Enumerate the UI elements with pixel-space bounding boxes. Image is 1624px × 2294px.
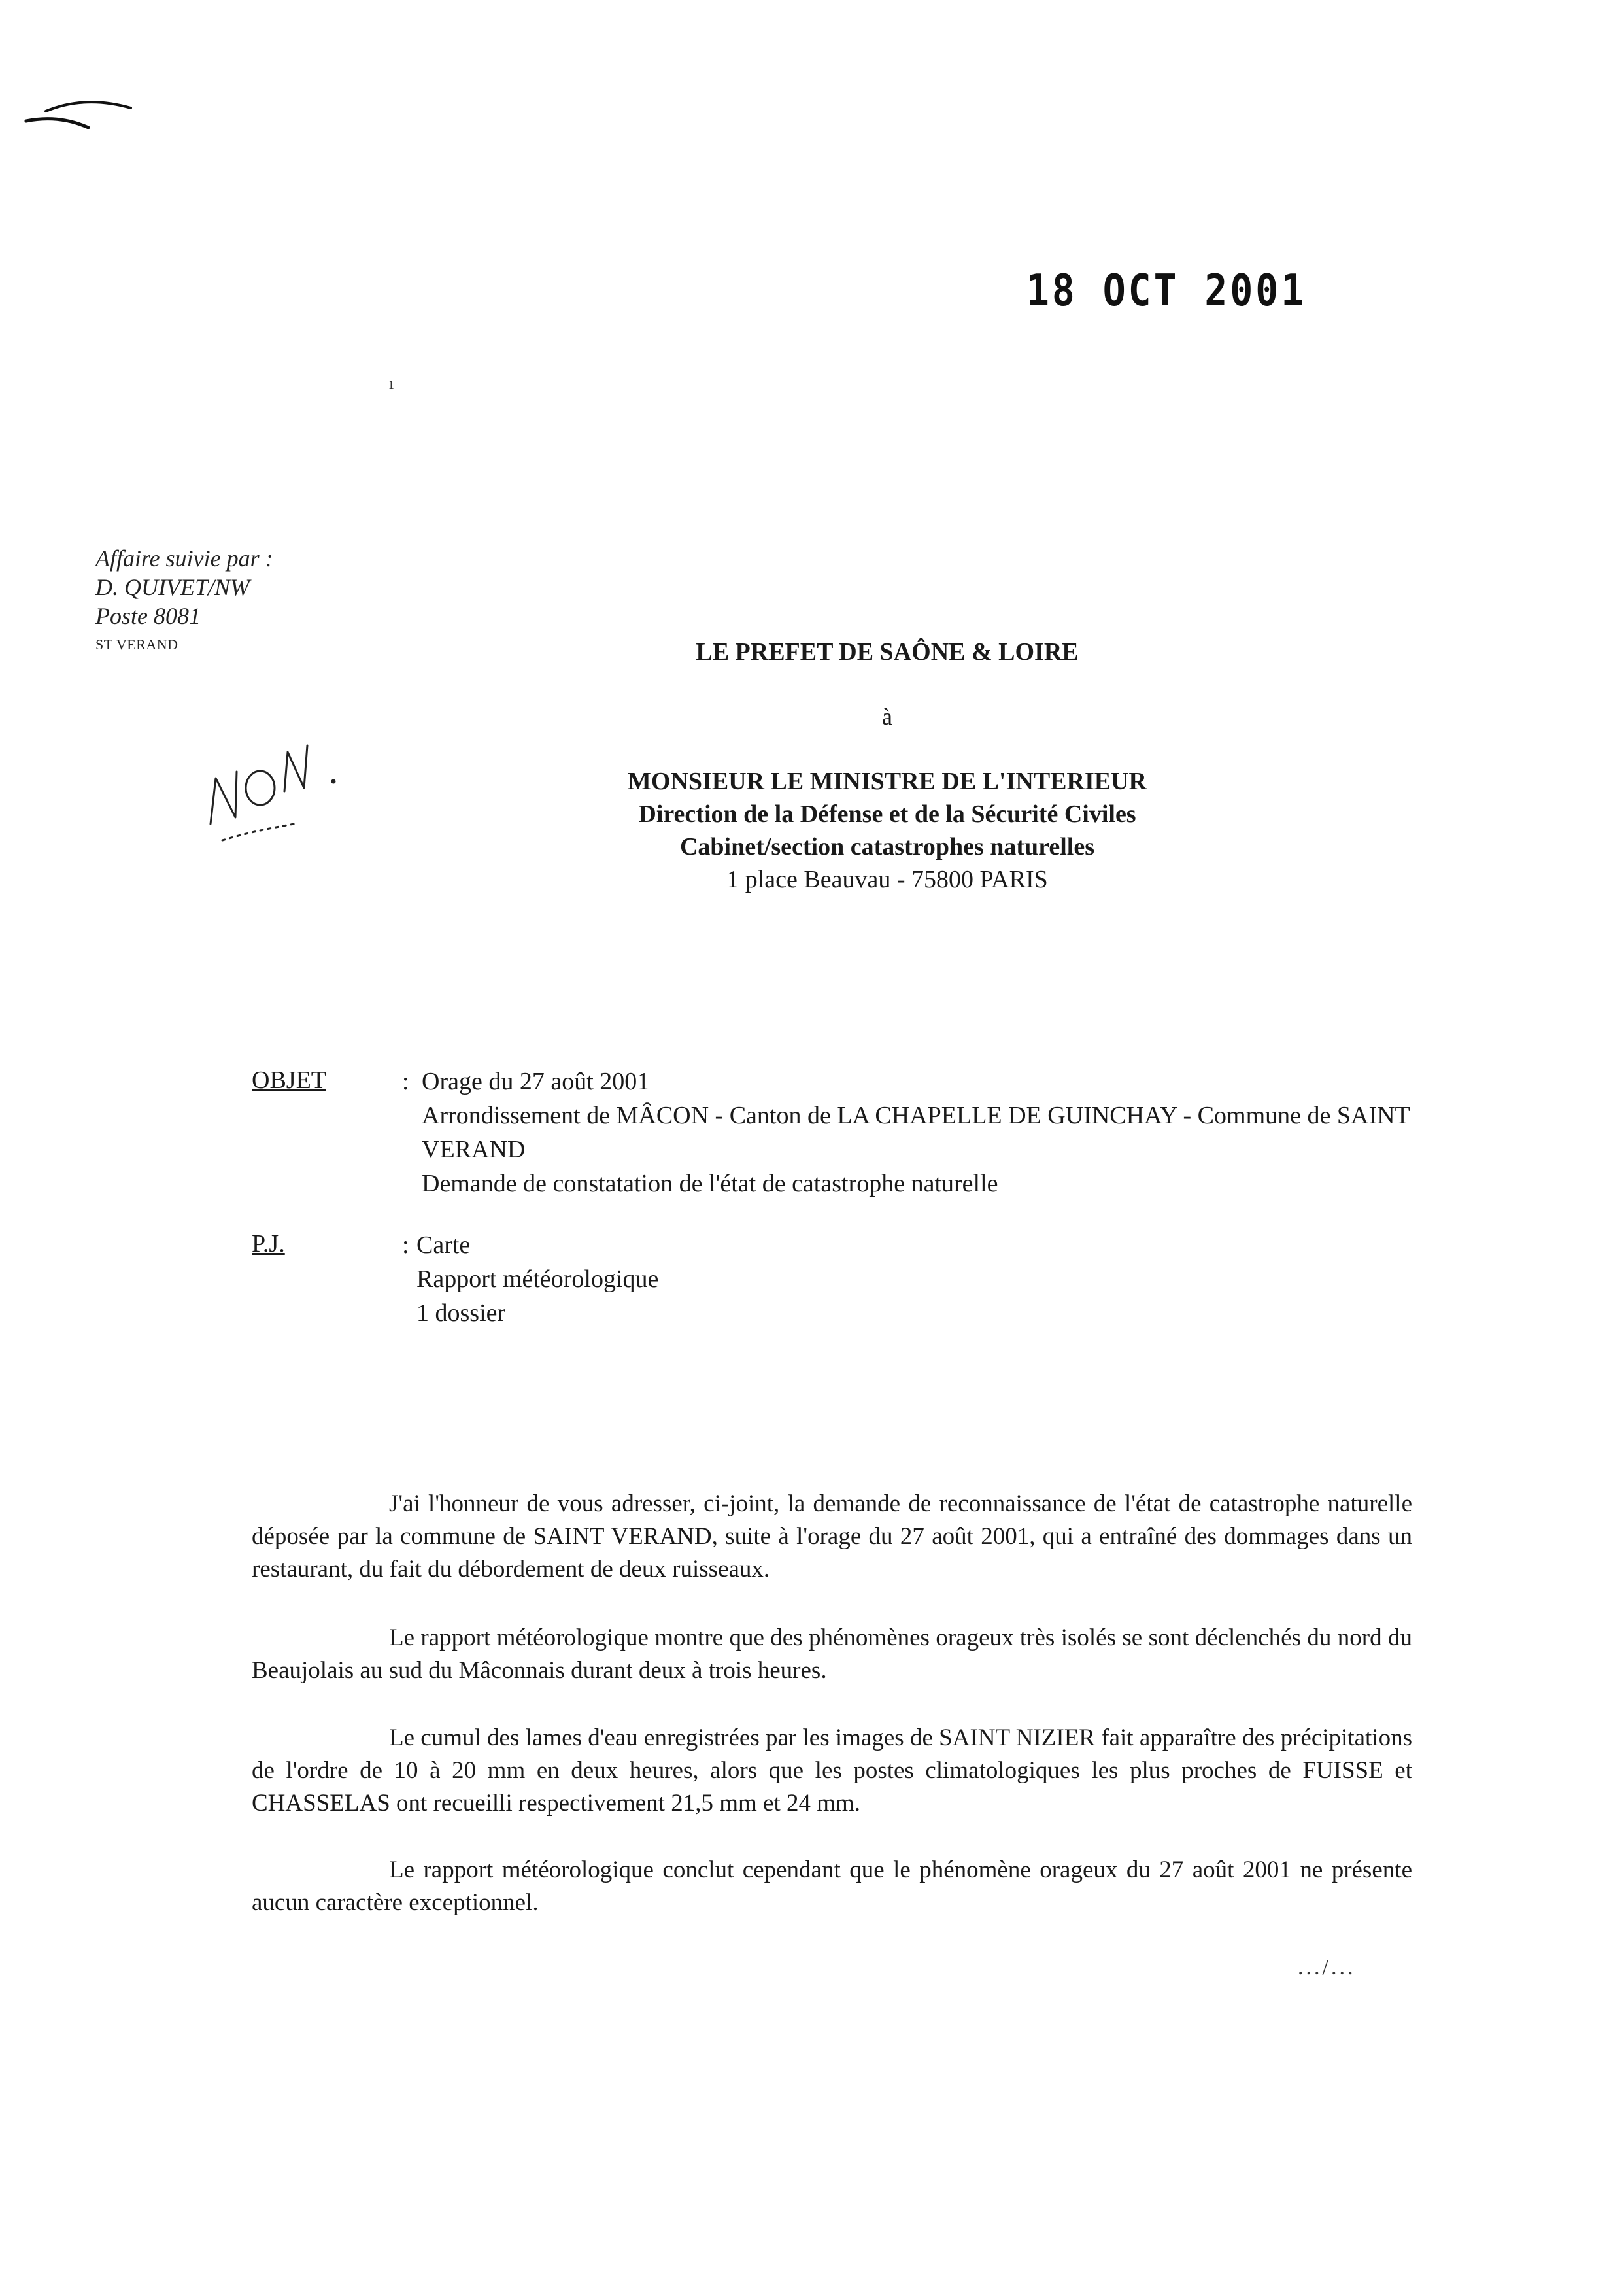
body-paragraph: Le rapport météorologique conclut cependant que le phénomène orageux du 27 août 2001 ne présente aucun caractère exceptionnel. <box>252 1857 1412 1916</box>
handwritten-corner-mark <box>20 82 137 141</box>
date-stamp: 18 OCT 2001 <box>1026 264 1307 317</box>
reference-line: Affaire suivie par : <box>95 545 273 572</box>
recipient-line: MONSIEUR LE MINISTRE DE L'INTERIEUR <box>628 768 1147 795</box>
recipient-line: 1 place Beauvau - 75800 PARIS <box>726 866 1048 893</box>
pj-line: Rapport météorologique <box>416 1265 659 1293</box>
reference-line: Poste 8081 <box>95 603 201 629</box>
reference-line: D. QUIVET/NW <box>95 574 250 600</box>
pj-line: Carte <box>416 1231 471 1259</box>
recipient-line: Cabinet/section catastrophes naturelles <box>679 833 1094 861</box>
objet-line: Orage du 27 août 2001 <box>422 1068 650 1095</box>
objet-line: Arrondissement de MÂCON - Canton de LA CHAPELLE DE GUINCHAY - Commune de SAINT VERAND <box>422 1102 1410 1163</box>
body-paragraph: Le rapport météorologique montre que des phénomènes orageux très isolés se sont déclenchés du nord du Beaujolais au sud du Mâconnais durant deux à trois heures. <box>252 1624 1412 1684</box>
pj-block: : Carte Rapport météorologique 1 dossier <box>402 1228 658 1330</box>
objet-label: OBJET <box>252 1067 326 1094</box>
recipient-line: Direction de la Défense et de la Sécurité Civiles <box>638 800 1136 828</box>
stray-mark: ı <box>389 374 394 393</box>
non-text: NON <box>196 726 198 727</box>
body-paragraph: Le cumul des lames d'eau enregistrées par les images de SAINT NIZIER fait apparaître des précipitations de l'ordre de 10 à 20 mm en deux heures, alors que les postes climatologiques les plus proches de FUISSE et CHASSELAS ont recueilli respectivement 21,5 mm et 24 mm. <box>252 1724 1412 1817</box>
address-a: à <box>882 704 892 730</box>
pj-line: 1 dossier <box>416 1299 506 1327</box>
objet-line: Demande de constatation de l'état de catastrophe naturelle <box>422 1170 998 1197</box>
continuation-mark: .../... <box>1298 1955 1356 1979</box>
reference-line: ST VERAND <box>95 636 178 653</box>
pj-label: P.J. <box>252 1230 285 1258</box>
objet-block: : Orage du 27 août 2001 Arrondissement de MÂCON - Canton de LA CHAPELLE DE GUINCHAY - Commune de SAINT VERAND Demande de constatation de l'état de catastrophe naturelle <box>402 1065 1429 1201</box>
sender: LE PREFET DE SAÔNE & LOIRE <box>696 638 1079 666</box>
body-paragraph: J'ai l'honneur de vous adresser, ci-joint, la demande de reconnaissance de l'état de catastrophe naturelle déposée par la commune de SAINT VERAND, suite à l'orage du 27 août 2001, qui a entraîné des dommages dans un restaurant, du fait du débordement de deux ruisseaux. <box>252 1490 1412 1583</box>
recipient-block <box>0 765 1624 896</box>
